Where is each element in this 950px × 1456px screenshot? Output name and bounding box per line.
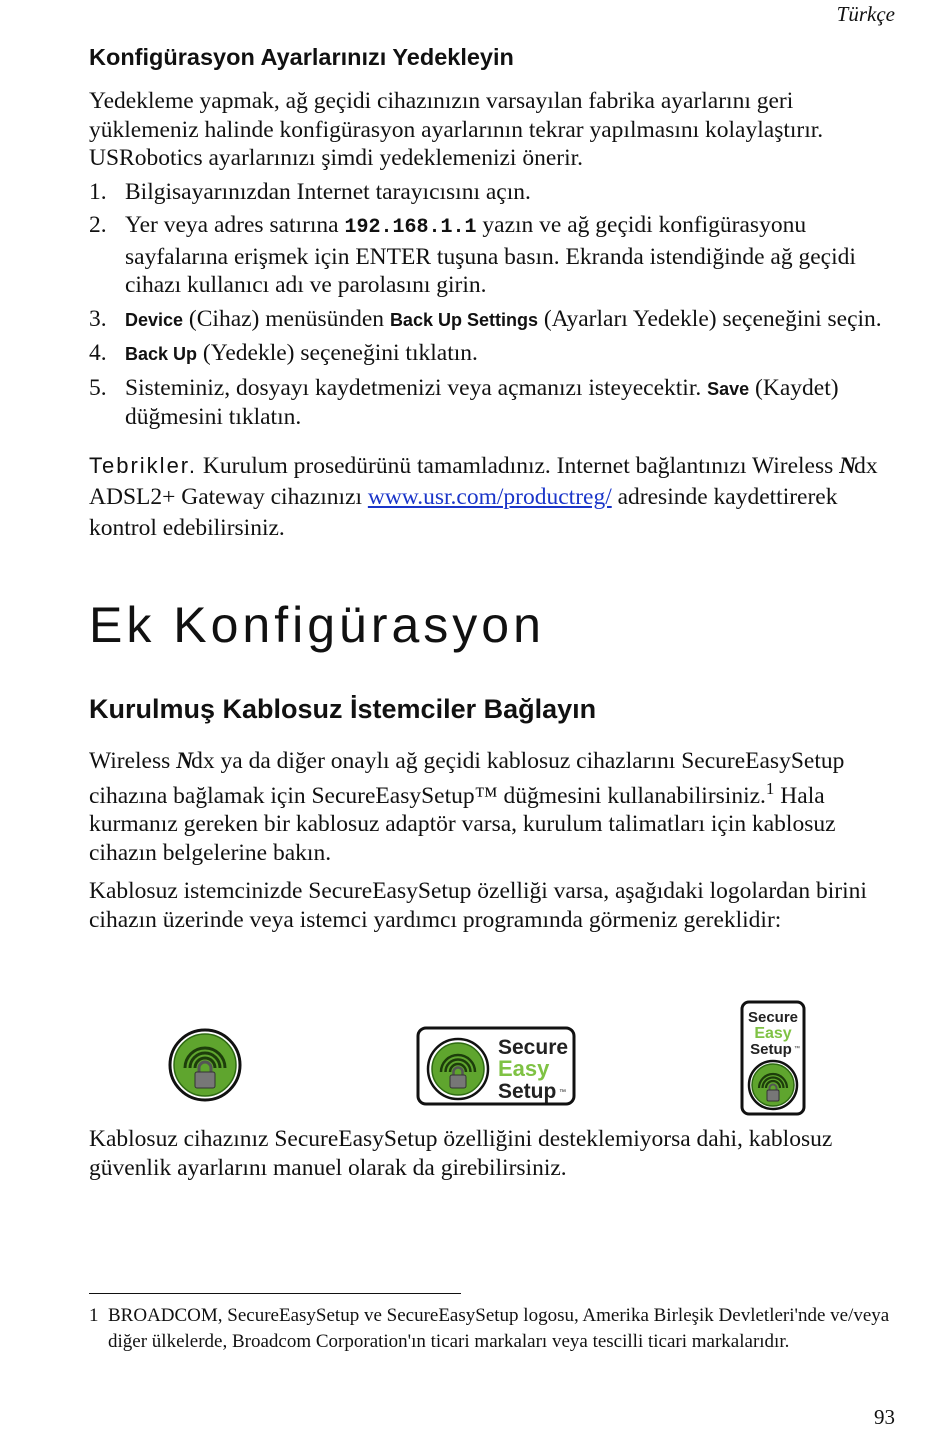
footnote-ref: 1: [765, 779, 775, 798]
logo-word-setup: Setup: [750, 1041, 792, 1058]
step-text: Bilgisayarınızdan Internet tarayıcısını açın.: [125, 178, 531, 205]
step-number: 3.: [89, 305, 107, 332]
logo-word-secure: Secure: [747, 1009, 799, 1026]
step-number: 4.: [89, 340, 107, 366]
step-number: 5.: [89, 374, 107, 401]
footnote-text: BROADCOM, SecureEasySetup ve SecureEasySetup logosu, Amerika Birleşik Devletleri'nde ve/veya diğer ülkelerde, Broadcom Corporation'ın ticari markaları veya tescilli ticari markalarıdır.: [108, 1305, 890, 1352]
page-number: 93: [874, 1405, 895, 1429]
footnote-divider: [89, 1293, 461, 1294]
step-2: [89, 211, 895, 300]
ses-round-logo: [168, 1028, 242, 1102]
step-4: [89, 339, 895, 369]
step-number: 1.: [89, 178, 107, 205]
logo-word-secure: Secure: [498, 1036, 569, 1059]
ui-term-device: Device: [125, 309, 184, 330]
backup-steps: [89, 178, 895, 432]
section-title-wireless: Kurulmuş Kablosuz İstemciler Bağlayın: [89, 693, 597, 724]
step-text: Yer veya adres satırına: [125, 212, 345, 238]
product-n-mark: N: [176, 747, 192, 774]
logo-tm: ™: [559, 1089, 566, 1096]
step-number: 2.: [89, 212, 107, 238]
step-text: (Ayarları Yedekle) seçeneğini seçin.: [537, 305, 882, 332]
step-text: (Yedekle) seçeneğini tıklatın.: [197, 340, 478, 366]
backup-intro: Yedekleme yapmak, ağ geçidi cihazınızın varsayılan fabrika ayarlarını geri yüklemeniz halinde konfigürasyon ayarlarının tekrar yapılmasını kolaylaştırır. USRobotics ayarlarınızı şimdi yedeklemenizi önerir.: [89, 88, 824, 171]
logo-tm: ™: [794, 1046, 800, 1052]
logo-word-setup: Setup: [498, 1080, 557, 1103]
ses-logos: [0, 1000, 950, 1120]
footnote-number: 1: [89, 1305, 99, 1326]
section-title-backup: Konfigürasyon Ayarlarınızı Yedekleyin: [89, 44, 514, 70]
productreg-link[interactable]: www.usr.com/productreg/: [367, 483, 612, 510]
step-text: (Kaydet) düğmesini tıklatın.: [125, 374, 839, 430]
chapter-title: Ek Konfigürasyon: [89, 596, 545, 653]
congrats-text: adresinde kaydettirerek kontrol edebilirsiniz.: [89, 483, 838, 541]
footnote: [89, 1303, 895, 1355]
ip-address: 192.168.1.1: [344, 216, 477, 239]
congrats-text: dx ADSL2+ Gateway cihazınızı: [89, 452, 878, 510]
page-content: [89, 44, 895, 934]
ui-term-save: Save: [707, 378, 750, 399]
paragraph-text: dx ya da diğer onaylı ağ geçidi kablosuz cihazlarını SecureEasySetup cihazına bağlamak için SecureEasySetup™ düğmesini kullanabilirsiniz.: [89, 747, 845, 809]
paragraph-text: Hala kurmanız gereken bir kablosuz adaptör varsa, kurulum talimatları için kablosuz cihazın belgelerine bakın.: [89, 782, 836, 866]
step-5: [89, 374, 895, 432]
step-text: Sisteminiz, dosyayı kaydetmenizi veya açmanızı isteyecektir.: [125, 374, 708, 401]
ui-term-backup-settings: Back Up Settings: [389, 309, 538, 330]
ses-vertical-logo: [740, 1000, 806, 1116]
language-label: Türkçe: [836, 2, 895, 26]
wireless-paragraph-3: Kablosuz cihazınız SecureEasySetup özelliğini desteklemiyorsa dahi, kablosuz güvenlik ayarlarını manuel olarak da girebilirsiniz.: [89, 1126, 833, 1181]
paragraph-text: Wireless: [89, 747, 177, 774]
ses-horizontal-logo: [416, 1026, 576, 1106]
congrats-paragraph: [89, 450, 895, 544]
congrats-label: Tebrikler.: [89, 452, 198, 478]
wireless-paragraph-2: Kablosuz istemcinizde SecureEasySetup özelliği varsa, aşağıdaki logolardan birini cihazın üzerinde veya istemci yardımcı programında görmeniz gereklidir:: [89, 878, 867, 933]
product-n-mark: N: [839, 452, 855, 479]
step-text: yazın ve ağ geçidi konfigürasyonu sayfalarına erişmek için ENTER tuşuna basın. Ekranda istendiğinde ağ geçidi cihazı kullanıcı adı ve parolasını girin.: [125, 212, 856, 298]
step-text: (Cihaz) menüsünden: [183, 305, 390, 332]
step-3: [89, 305, 895, 335]
ui-term-backup: Back Up: [125, 344, 198, 364]
logo-word-easy: Easy: [754, 1025, 792, 1042]
step-1: [89, 178, 895, 207]
wireless-paragraph-1: [89, 747, 895, 868]
logo-word-easy: Easy: [498, 1056, 550, 1081]
congrats-text: Kurulum prosedürünü tamamladınız. Internet bağlantınızı Wireless: [197, 452, 840, 479]
